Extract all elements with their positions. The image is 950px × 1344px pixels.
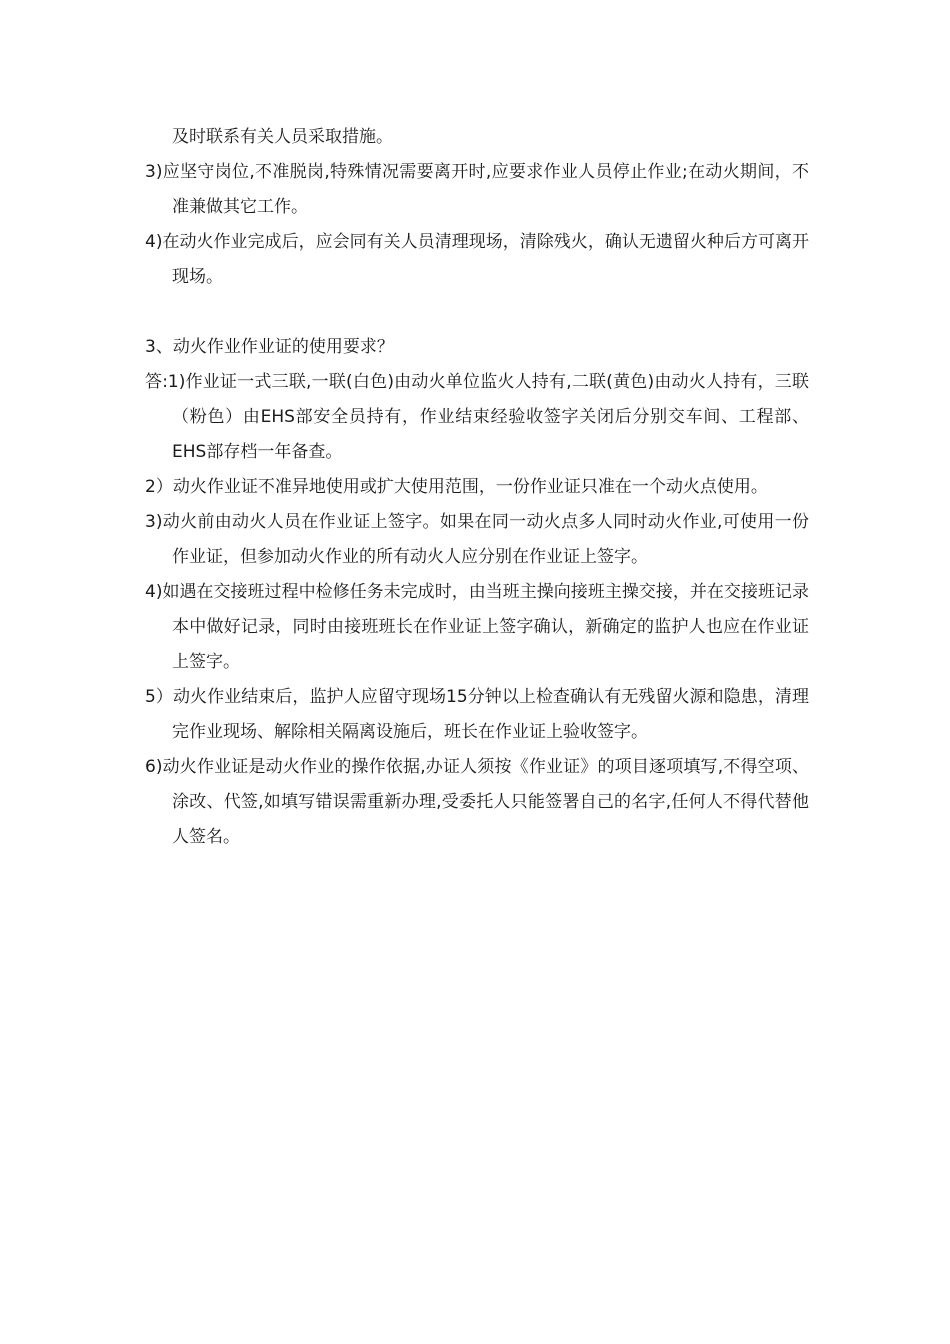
answer3-item-2: 2）动火作业证不准异地使用或扩大使用范围，一份作业证只准在一个动火点使用。 bbox=[145, 477, 768, 497]
continuation-line: 及时联系有关人员采取措施。 bbox=[172, 127, 393, 147]
paragraph-spacer bbox=[145, 295, 809, 330]
answer3-item-6: 6)动火作业证是动火作业的操作依据,办证人须按《作业证》的项目逐项填写,不得空项、涂改、代签,如填写错误需重新办理,受委托人只能签署自己的名字,任何人不得代替他人签名。 bbox=[145, 757, 809, 847]
answer3-item-1: 答:1)作业证一式三联,一联(白色)由动火单位监火人持有,二联(黄色)由动火人持有，三联（粉色）由EHS部安全员持有，作业结束经验收签字关闭后分别交车间、工程部、EHS部存档一年备查。 bbox=[145, 372, 809, 462]
section2-item-3: 3)应坚守岗位,不准脱岗,特殊情况需要离开时,应要求作业人员停止作业;在动火期间，不准兼做其它工作。 bbox=[145, 162, 809, 217]
answer3-item-3: 3)动火前由动火人员在作业证上签字。如果在同一动火点多人同时动火作业,可使用一份作业证，但参加动火作业的所有动火人应分别在作业证上签字。 bbox=[145, 512, 809, 567]
document-body bbox=[145, 120, 809, 855]
answer3-item-4: 4)如遇在交接班过程中检修任务未完成时，由当班主操向接班主操交接，并在交接班记录本中做好记录，同时由接班班长在作业证上签字确认，新确定的监护人也应在作业证上签字。 bbox=[145, 582, 809, 672]
answer3-item-5: 5）动火作业结束后，监护人应留守现场15分钟以上检查确认有无残留火源和隐患，清理完作业现场、解除相关隔离设施后，班长在作业证上验收签字。 bbox=[145, 687, 809, 742]
question-3-heading: 3、动火作业作业证的使用要求？ bbox=[145, 337, 394, 357]
section2-item-4: 4)在动火作业完成后，应会同有关人员清理现场，清除残火，确认无遗留火种后方可离开现场。 bbox=[145, 232, 809, 287]
